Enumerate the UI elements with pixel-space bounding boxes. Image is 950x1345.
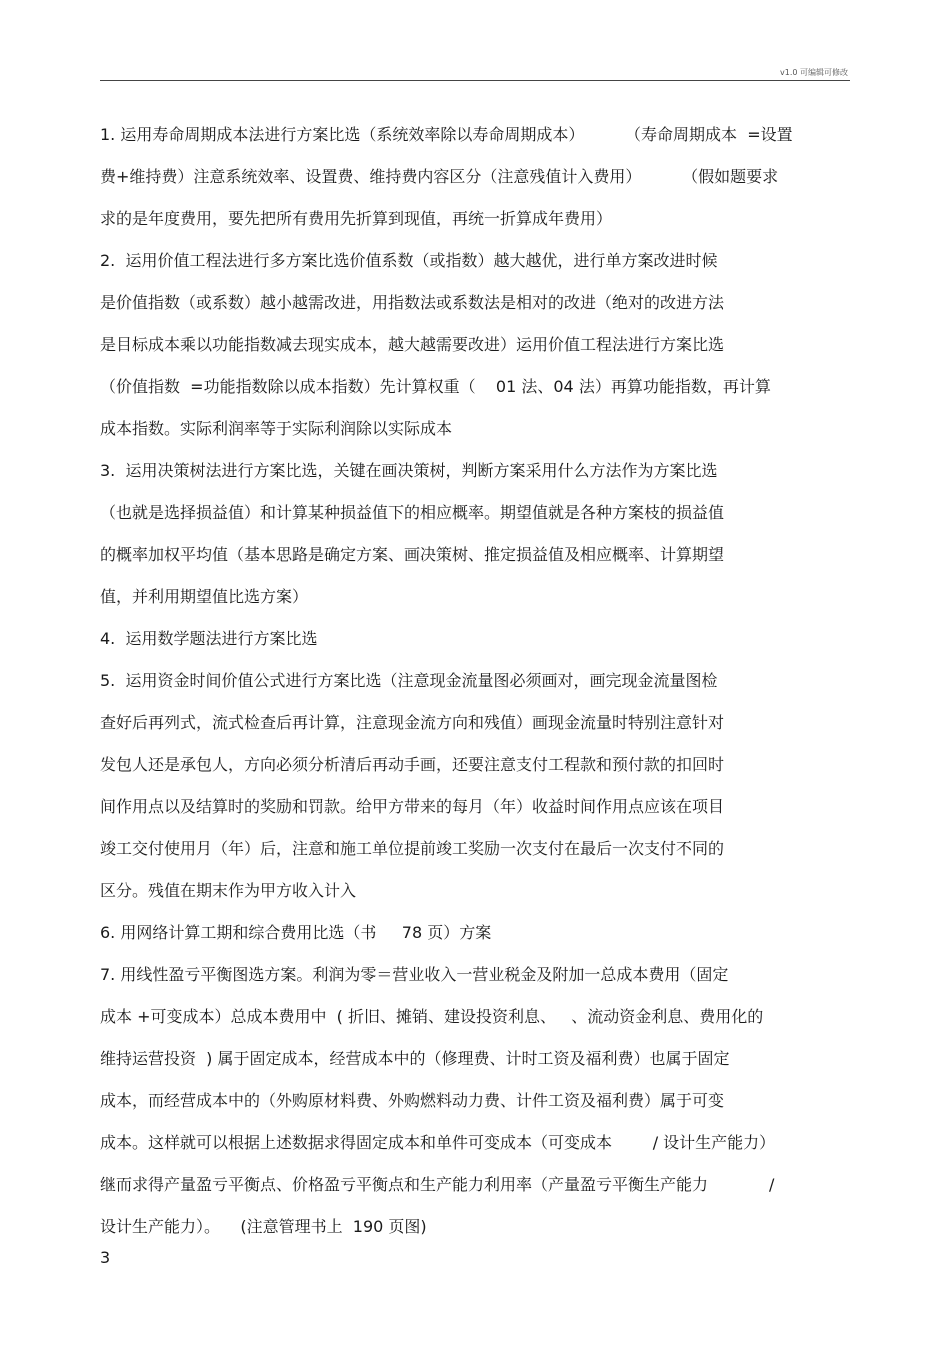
text-line: 查好后再列式，流式检查后再计算，注意现金流方向和残值）画现金流量时特别注意针对 bbox=[100, 713, 725, 732]
text-line: 是价值指数（或系数）越小越需改进，用指数法或系数法是相对的改进（绝对的改进方法 bbox=[100, 293, 725, 312]
text-line: 求的是年度费用，要先把所有费用先折算到现值，再统一折算成年费用） bbox=[100, 209, 613, 228]
text-line: 竣工交付使用月（年）后，注意和施工单位提前竣工奖励一次支付在最后一次支付不同的 bbox=[100, 839, 725, 858]
text-line: 3. 运用决策树法进行方案比选，关键在画决策树，判断方案采用什么方法作为方案比选 bbox=[100, 461, 718, 480]
text-line: （价值指数 =功能指数除以成本指数）先计算权重（ 01 法、04 法）再算功能指数，再计算 bbox=[100, 377, 771, 396]
text-line: 1. 运用寿命周期成本法进行方案比选（系统效率除以寿命周期成本） （寿命周期成本 =设置 bbox=[100, 125, 793, 144]
document-version-note: v1.0 可编辑可修改 bbox=[780, 68, 848, 77]
text-line: 间作用点以及结算时的奖励和罚款。给甲方带来的每月（年）收益时间作用点应该在项目 bbox=[100, 797, 725, 816]
text-line: 5. 运用资金时间价值公式进行方案比选（注意现金流量图必须画对，画完现金流量图检 bbox=[100, 671, 718, 690]
text-line: 继而求得产量盈亏平衡点、价格盈亏平衡点和生产能力利用率（产量盈亏平衡生产能力 / bbox=[100, 1175, 775, 1194]
text-line: 成本指数。实际利润率等于实际利润除以实际成本 bbox=[100, 419, 453, 438]
text-line: 成本，而经营成本中的（外购原材料费、外购燃料动力费、计件工资及福利费）属于可变 bbox=[100, 1091, 725, 1110]
text-line: 维持运营投资 ) 属于固定成本，经营成本中的（修理费、计时工资及福利费）也属于固定 bbox=[100, 1049, 730, 1068]
header-divider bbox=[100, 80, 850, 81]
text-line: （也就是选择损益值）和计算某种损益值下的相应概率。期望值就是各种方案枝的损益值 bbox=[100, 503, 725, 522]
text-line: 设计生产能力）。 (注意管理书上 190 页图) bbox=[100, 1217, 427, 1236]
text-line: 的概率加权平均值（基本思路是确定方案、画决策树、推定损益值及相应概率、计算期望 bbox=[100, 545, 725, 564]
text-line: 6. 用网络计算工期和综合费用比选（书 78 页）方案 bbox=[100, 923, 492, 942]
text-line: 费+维持费）注意系统效率、设置费、维持费内容区分（注意残值计入费用） （假如题要求 bbox=[100, 167, 779, 186]
text-line: 发包人还是承包人，方向必须分析清后再动手画，还要注意支付工程款和预付款的扣回时 bbox=[100, 755, 725, 774]
text-line: 4. 运用数学题法进行方案比选 bbox=[100, 629, 318, 648]
document-body bbox=[100, 114, 855, 1248]
text-line: 成本 +可变成本）总成本费用中 ( 折旧、摊销、建设投资利息、 、流动资金利息、费用化的 bbox=[100, 1007, 764, 1026]
text-line: 是目标成本乘以功能指数减去现实成本，越大越需要改进）运用价值工程法进行方案比选 bbox=[100, 335, 725, 354]
text-line: 值，并利用期望值比选方案） bbox=[100, 587, 309, 606]
page-number: 3 bbox=[100, 1248, 111, 1267]
text-line: 7. 用线性盈亏平衡图选方案。利润为零＝营业收入一营业税金及附加一总成本费用（固定 bbox=[100, 965, 729, 984]
text-line: 2. 运用价值工程法进行多方案比选价值系数（或指数）越大越优，进行单方案改进时候 bbox=[100, 251, 718, 270]
text-line: 成本。这样就可以根据上述数据求得固定成本和单件可变成本（可变成本 / 设计生产能力） bbox=[100, 1133, 776, 1152]
text-line: 区分。残值在期末作为甲方收入计入 bbox=[100, 881, 357, 900]
